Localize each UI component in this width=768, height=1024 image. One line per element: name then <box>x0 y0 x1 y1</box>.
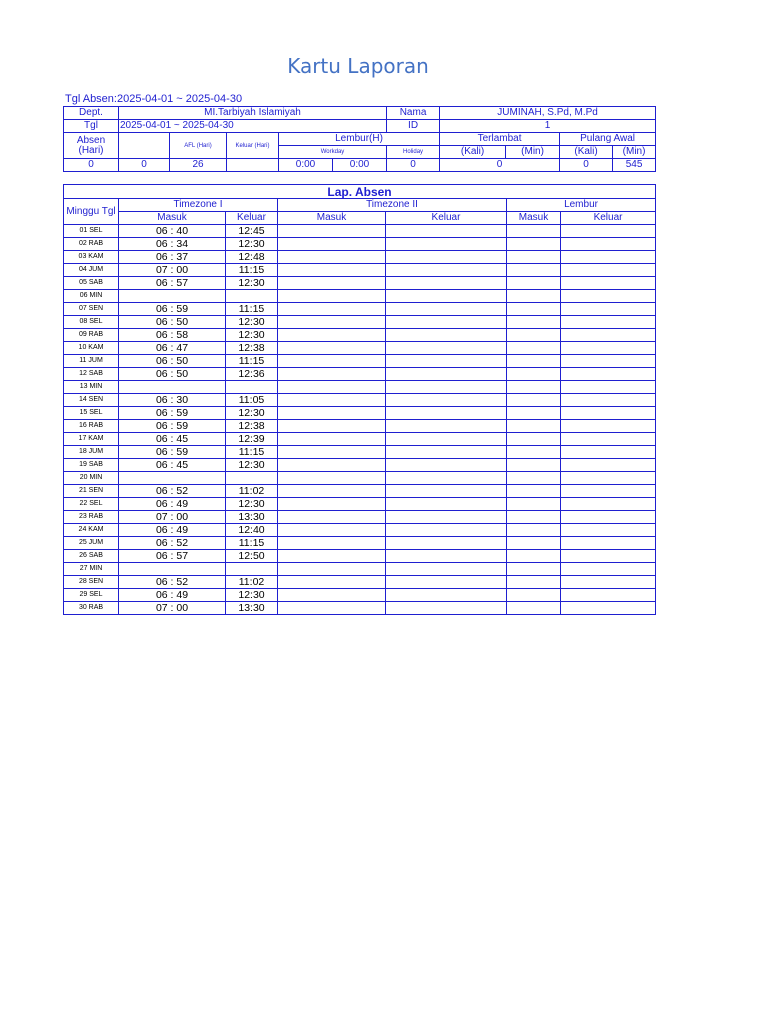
lembur-masuk-cell <box>507 446 561 459</box>
tz2-keluar-cell <box>386 537 507 550</box>
tz2-masuk-cell <box>278 277 386 290</box>
tz2-masuk-cell <box>278 290 386 303</box>
day-cell: 19 SAB <box>64 459 119 472</box>
nama-label: Nama <box>387 107 440 120</box>
tz2-keluar-header: Keluar <box>386 212 507 225</box>
lembur-keluar-cell <box>561 407 656 420</box>
tz2-masuk-header: Masuk <box>278 212 386 225</box>
tz2-keluar-cell <box>386 381 507 394</box>
tz2-keluar-cell <box>386 524 507 537</box>
tz2-keluar-cell <box>386 355 507 368</box>
lembur-keluar-header: Keluar <box>561 212 656 225</box>
tz1-masuk-cell: 06 : 34 <box>119 238 226 251</box>
tgl-label: Tgl <box>64 120 119 133</box>
tz2-masuk-cell <box>278 459 386 472</box>
lembur-masuk-cell <box>507 368 561 381</box>
lembur-masuk-cell <box>507 537 561 550</box>
tz2-masuk-cell <box>278 550 386 563</box>
day-cell: 23 RAB <box>64 511 119 524</box>
tz1-masuk-cell: 06 : 45 <box>119 433 226 446</box>
tz2-keluar-cell <box>386 485 507 498</box>
lembur-keluar-cell <box>561 472 656 485</box>
day-cell: 01 SEL <box>64 225 119 238</box>
tz1-masuk-header: Masuk <box>119 212 226 225</box>
tz1-masuk-cell: 06 : 45 <box>119 459 226 472</box>
table-row <box>64 420 656 433</box>
lembur-keluar-cell <box>561 342 656 355</box>
lembur-masuk-cell <box>507 381 561 394</box>
table-row <box>64 550 656 563</box>
tz1-masuk-cell: 07 : 00 <box>119 264 226 277</box>
tz1-keluar-cell: 11:15 <box>226 355 278 368</box>
tz1-masuk-cell <box>119 472 226 485</box>
tz2-keluar-cell <box>386 407 507 420</box>
tz2-keluar-cell <box>386 394 507 407</box>
table-row <box>64 485 656 498</box>
tz1-masuk-cell: 07 : 00 <box>119 602 226 615</box>
absen-value: 0 <box>64 159 119 172</box>
table-row <box>64 264 656 277</box>
table-row <box>64 329 656 342</box>
tz1-masuk-cell <box>119 563 226 576</box>
table-row <box>64 394 656 407</box>
lembur-masuk-cell <box>507 485 561 498</box>
day-cell: 09 RAB <box>64 329 119 342</box>
timezone-1-header: Timezone I <box>119 199 278 212</box>
lembur-keluar-cell <box>561 277 656 290</box>
tz2-keluar-cell <box>386 563 507 576</box>
day-cell: 08 SEL <box>64 316 119 329</box>
tz2-keluar-cell <box>386 576 507 589</box>
timezone-2-header: Timezone II <box>278 199 507 212</box>
day-cell: 04 JUM <box>64 264 119 277</box>
terlambat-kali-header: (Kali) <box>440 146 506 159</box>
afl-header: AFL (Hari) <box>170 133 227 159</box>
tz2-masuk-cell <box>278 433 386 446</box>
day-cell: 21 SEN <box>64 485 119 498</box>
tz2-keluar-cell <box>386 589 507 602</box>
attendance-table <box>63 184 656 615</box>
tz1-keluar-cell: 11:15 <box>226 446 278 459</box>
day-cell: 03 KAM <box>64 251 119 264</box>
tz1-masuk-cell: 06 : 59 <box>119 407 226 420</box>
tz1-keluar-cell: 12:30 <box>226 329 278 342</box>
day-cell: 14 SEN <box>64 394 119 407</box>
period-label: Tgl Absen: <box>65 93 117 105</box>
lembur-masuk-cell <box>507 355 561 368</box>
table-row <box>64 446 656 459</box>
tz1-keluar-cell: 13:30 <box>226 602 278 615</box>
table-row <box>64 472 656 485</box>
table-row <box>64 602 656 615</box>
day-cell: 28 SEN <box>64 576 119 589</box>
table-row <box>64 251 656 264</box>
lembur-keluar-cell <box>561 550 656 563</box>
lembur-keluar-cell <box>561 355 656 368</box>
day-cell: 25 JUM <box>64 537 119 550</box>
tz2-masuk-cell <box>278 303 386 316</box>
tz2-masuk-cell <box>278 316 386 329</box>
day-cell: 20 MIN <box>64 472 119 485</box>
tz1-keluar-cell: 11:05 <box>226 394 278 407</box>
table-row <box>64 238 656 251</box>
lembur-keluar-cell <box>561 303 656 316</box>
tz1-masuk-cell: 06 : 59 <box>119 420 226 433</box>
tz2-keluar-cell <box>386 498 507 511</box>
pulang-kali-value: 0 <box>560 159 613 172</box>
tz1-masuk-cell: 06 : 57 <box>119 277 226 290</box>
day-cell: 10 KAM <box>64 342 119 355</box>
tz1-masuk-cell: 06 : 52 <box>119 576 226 589</box>
table-row <box>64 316 656 329</box>
absen-header <box>64 133 119 159</box>
tz2-masuk-cell <box>278 589 386 602</box>
lembur-masuk-cell <box>507 329 561 342</box>
tz1-keluar-cell <box>226 290 278 303</box>
tz1-keluar-cell: 12:30 <box>226 589 278 602</box>
attendance-title: Lap. Absen <box>64 185 656 199</box>
keluar-value <box>227 159 279 172</box>
tz2-masuk-cell <box>278 498 386 511</box>
workday-header: Workday <box>279 146 387 159</box>
tz1-keluar-cell: 11:15 <box>226 264 278 277</box>
table-row <box>64 563 656 576</box>
absen-label: Absen <box>76 134 106 146</box>
tz2-masuk-cell <box>278 563 386 576</box>
tz1-masuk-cell: 06 : 49 <box>119 524 226 537</box>
tz1-keluar-cell <box>226 472 278 485</box>
minggu-tgl-header: Minggu Tgl <box>64 199 119 225</box>
period-value: 2025-04-01 ~ 2025-04-30 <box>116 93 243 105</box>
lembur-masuk-cell <box>507 563 561 576</box>
lembur-masuk-cell <box>507 472 561 485</box>
lembur-masuk-cell <box>507 589 561 602</box>
tz1-keluar-cell: 12:38 <box>226 420 278 433</box>
lembur-masuk-cell <box>507 251 561 264</box>
page-title: Kartu Laporan <box>287 54 429 78</box>
terlambat-header: Terlambat <box>440 133 560 146</box>
tz1-masuk-cell: 06 : 40 <box>119 225 226 238</box>
tz1-masuk-cell: 06 : 50 <box>119 316 226 329</box>
tgl-value: 2025-04-01 ~ 2025-04-30 <box>119 120 387 133</box>
tz1-keluar-header: Keluar <box>226 212 278 225</box>
tz1-keluar-cell: 12:30 <box>226 238 278 251</box>
table-row <box>64 342 656 355</box>
tz1-keluar-cell <box>226 563 278 576</box>
tz2-keluar-cell <box>386 459 507 472</box>
lembur-masuk-cell <box>507 303 561 316</box>
table-row <box>64 576 656 589</box>
tz1-masuk-cell <box>119 381 226 394</box>
tz2-masuk-cell <box>278 251 386 264</box>
lembur-keluar-cell <box>561 238 656 251</box>
lembur-masuk-header: Masuk <box>507 212 561 225</box>
day-cell: 02 RAB <box>64 238 119 251</box>
lembur-keluar-cell <box>561 329 656 342</box>
tz1-keluar-cell: 12:36 <box>226 368 278 381</box>
lembur-keluar-cell <box>561 420 656 433</box>
lembur-keluar-cell <box>561 290 656 303</box>
tz1-masuk-cell: 06 : 58 <box>119 329 226 342</box>
tz2-keluar-cell <box>386 433 507 446</box>
day-cell: 06 MIN <box>64 290 119 303</box>
tz2-masuk-cell <box>278 394 386 407</box>
day-cell: 16 RAB <box>64 420 119 433</box>
table-row <box>64 524 656 537</box>
lembur-keluar-cell <box>561 511 656 524</box>
tz1-keluar-cell: 12:38 <box>226 342 278 355</box>
day-cell: 26 SAB <box>64 550 119 563</box>
blank-header <box>119 133 170 159</box>
tz1-keluar-cell: 13:30 <box>226 511 278 524</box>
table-row <box>64 537 656 550</box>
lembur-masuk-cell <box>507 420 561 433</box>
lembur-masuk-cell <box>507 394 561 407</box>
tz2-masuk-cell <box>278 485 386 498</box>
pulang-kali-header: (Kali) <box>560 146 613 159</box>
day-cell: 11 JUM <box>64 355 119 368</box>
day-cell: 24 KAM <box>64 524 119 537</box>
tz2-masuk-cell <box>278 368 386 381</box>
tz1-masuk-cell: 06 : 52 <box>119 485 226 498</box>
lembur-keluar-cell <box>561 433 656 446</box>
tz2-keluar-cell <box>386 316 507 329</box>
tz1-masuk-cell <box>119 290 226 303</box>
blank-value: 0 <box>119 159 170 172</box>
lembur-keluar-cell <box>561 537 656 550</box>
lembur-masuk-cell <box>507 290 561 303</box>
table-row <box>64 511 656 524</box>
terlambat-value: 0 <box>440 159 560 172</box>
lembur-masuk-cell <box>507 238 561 251</box>
period-line <box>65 93 242 105</box>
tz2-keluar-cell <box>386 303 507 316</box>
tz1-masuk-cell: 06 : 52 <box>119 537 226 550</box>
lembur-masuk-cell <box>507 264 561 277</box>
lembur-keluar-cell <box>561 485 656 498</box>
tz2-masuk-cell <box>278 524 386 537</box>
table-row <box>64 303 656 316</box>
lembur-keluar-cell <box>561 316 656 329</box>
tz1-keluar-cell <box>226 381 278 394</box>
pulang-awal-header: Pulang Awal <box>560 133 656 146</box>
day-cell: 29 SEL <box>64 589 119 602</box>
holiday-value: 0 <box>387 159 440 172</box>
lembur-keluar-cell <box>561 368 656 381</box>
lembur-keluar-cell <box>561 446 656 459</box>
lembur-masuk-cell <box>507 459 561 472</box>
tz1-masuk-cell: 06 : 59 <box>119 303 226 316</box>
tz2-masuk-cell <box>278 355 386 368</box>
tz1-masuk-cell: 06 : 47 <box>119 342 226 355</box>
tz2-keluar-cell <box>386 602 507 615</box>
tz2-keluar-cell <box>386 329 507 342</box>
day-cell: 27 MIN <box>64 563 119 576</box>
keluar-header: Keluar (Hari) <box>227 133 279 159</box>
day-cell: 07 SEN <box>64 303 119 316</box>
table-row <box>64 277 656 290</box>
tz2-masuk-cell <box>278 472 386 485</box>
lembur-masuk-cell <box>507 511 561 524</box>
lembur-keluar-cell <box>561 563 656 576</box>
table-row <box>64 498 656 511</box>
tz2-masuk-cell <box>278 225 386 238</box>
lembur-masuk-cell <box>507 602 561 615</box>
lembur-keluar-cell <box>561 459 656 472</box>
tz2-masuk-cell <box>278 264 386 277</box>
tz2-masuk-cell <box>278 238 386 251</box>
lembur-header: Lembur(H) <box>279 133 440 146</box>
lembur-keluar-cell <box>561 576 656 589</box>
tz2-masuk-cell <box>278 576 386 589</box>
lembur-masuk-cell <box>507 342 561 355</box>
tz1-keluar-cell: 12:30 <box>226 407 278 420</box>
lembur-masuk-cell <box>507 524 561 537</box>
attendance-rows <box>64 225 656 615</box>
day-cell: 30 RAB <box>64 602 119 615</box>
table-row <box>64 355 656 368</box>
tz2-keluar-cell <box>386 277 507 290</box>
tz2-masuk-cell <box>278 381 386 394</box>
lembur-keluar-cell <box>561 498 656 511</box>
tz2-keluar-cell <box>386 290 507 303</box>
tz1-keluar-cell: 12:45 <box>226 225 278 238</box>
tz2-keluar-cell <box>386 550 507 563</box>
tz2-masuk-cell <box>278 342 386 355</box>
tz1-keluar-cell: 11:15 <box>226 537 278 550</box>
table-row <box>64 459 656 472</box>
day-cell: 17 KAM <box>64 433 119 446</box>
day-cell: 18 JUM <box>64 446 119 459</box>
table-row <box>64 433 656 446</box>
table-row <box>64 368 656 381</box>
tz2-masuk-cell <box>278 602 386 615</box>
tz2-keluar-cell <box>386 342 507 355</box>
tz1-masuk-cell: 06 : 57 <box>119 550 226 563</box>
pulang-min-header: (Min) <box>613 146 656 159</box>
lembur-masuk-cell <box>507 576 561 589</box>
tz1-keluar-cell: 12:30 <box>226 498 278 511</box>
holiday-header: Holiday <box>387 146 440 159</box>
lembur-masuk-cell <box>507 550 561 563</box>
afl-value: 26 <box>170 159 227 172</box>
tz1-keluar-cell: 12:50 <box>226 550 278 563</box>
tz1-masuk-cell: 07 : 00 <box>119 511 226 524</box>
lembur-masuk-cell <box>507 316 561 329</box>
tz1-masuk-cell: 06 : 49 <box>119 498 226 511</box>
lembur-keluar-cell <box>561 225 656 238</box>
day-cell: 15 SEL <box>64 407 119 420</box>
day-cell: 12 SAB <box>64 368 119 381</box>
day-cell: 22 SEL <box>64 498 119 511</box>
lembur-masuk-cell <box>507 407 561 420</box>
lembur-keluar-cell <box>561 264 656 277</box>
terlambat-min-header: (Min) <box>506 146 560 159</box>
id-label: ID <box>387 120 440 133</box>
tz2-keluar-cell <box>386 446 507 459</box>
summary-table <box>63 106 656 172</box>
lembur-keluar-cell <box>561 602 656 615</box>
tz2-keluar-cell <box>386 368 507 381</box>
absen-sub: (Hari) <box>78 144 104 156</box>
table-row <box>64 290 656 303</box>
dept-value: MI.Tarbiyah Islamiyah <box>119 107 387 120</box>
lembur-keluar-cell <box>561 381 656 394</box>
tz1-keluar-cell: 12:30 <box>226 277 278 290</box>
lembur-masuk-cell <box>507 498 561 511</box>
tz1-keluar-cell: 12:39 <box>226 433 278 446</box>
tz1-masuk-cell: 06 : 30 <box>119 394 226 407</box>
tz1-masuk-cell: 06 : 59 <box>119 446 226 459</box>
lembur-keluar-cell <box>561 589 656 602</box>
tz1-keluar-cell: 12:40 <box>226 524 278 537</box>
workday-value-2: 0:00 <box>333 159 387 172</box>
tz2-masuk-cell <box>278 446 386 459</box>
lembur-masuk-cell <box>507 277 561 290</box>
tz2-keluar-cell <box>386 225 507 238</box>
tz2-keluar-cell <box>386 511 507 524</box>
tz1-keluar-cell: 12:30 <box>226 316 278 329</box>
nama-value: JUMINAH, S.Pd, M.Pd <box>440 107 656 120</box>
lembur-masuk-cell <box>507 433 561 446</box>
id-value: 1 <box>440 120 656 133</box>
tz2-keluar-cell <box>386 238 507 251</box>
table-row <box>64 589 656 602</box>
tz2-keluar-cell <box>386 472 507 485</box>
day-cell: 13 MIN <box>64 381 119 394</box>
table-row <box>64 407 656 420</box>
day-cell: 05 SAB <box>64 277 119 290</box>
workday-value-1: 0:00 <box>279 159 333 172</box>
tz1-keluar-cell: 11:02 <box>226 485 278 498</box>
tz1-masuk-cell: 06 : 50 <box>119 368 226 381</box>
tz1-masuk-cell: 06 : 49 <box>119 589 226 602</box>
tz1-keluar-cell: 12:30 <box>226 459 278 472</box>
tz2-keluar-cell <box>386 264 507 277</box>
tz2-masuk-cell <box>278 537 386 550</box>
lembur-keluar-cell <box>561 524 656 537</box>
tz1-keluar-cell: 12:48 <box>226 251 278 264</box>
tz1-masuk-cell: 06 : 50 <box>119 355 226 368</box>
tz2-masuk-cell <box>278 407 386 420</box>
lembur-keluar-cell <box>561 251 656 264</box>
tz2-keluar-cell <box>386 251 507 264</box>
lembur-keluar-cell <box>561 394 656 407</box>
lembur-col-header: Lembur <box>507 199 656 212</box>
tz2-keluar-cell <box>386 420 507 433</box>
pulang-min-value: 545 <box>613 159 656 172</box>
tz2-masuk-cell <box>278 420 386 433</box>
tz1-keluar-cell: 11:15 <box>226 303 278 316</box>
dept-label: Dept. <box>64 107 119 120</box>
tz1-masuk-cell: 06 : 37 <box>119 251 226 264</box>
tz2-masuk-cell <box>278 329 386 342</box>
tz2-masuk-cell <box>278 511 386 524</box>
lembur-masuk-cell <box>507 225 561 238</box>
tz1-keluar-cell: 11:02 <box>226 576 278 589</box>
table-row <box>64 381 656 394</box>
table-row <box>64 225 656 238</box>
